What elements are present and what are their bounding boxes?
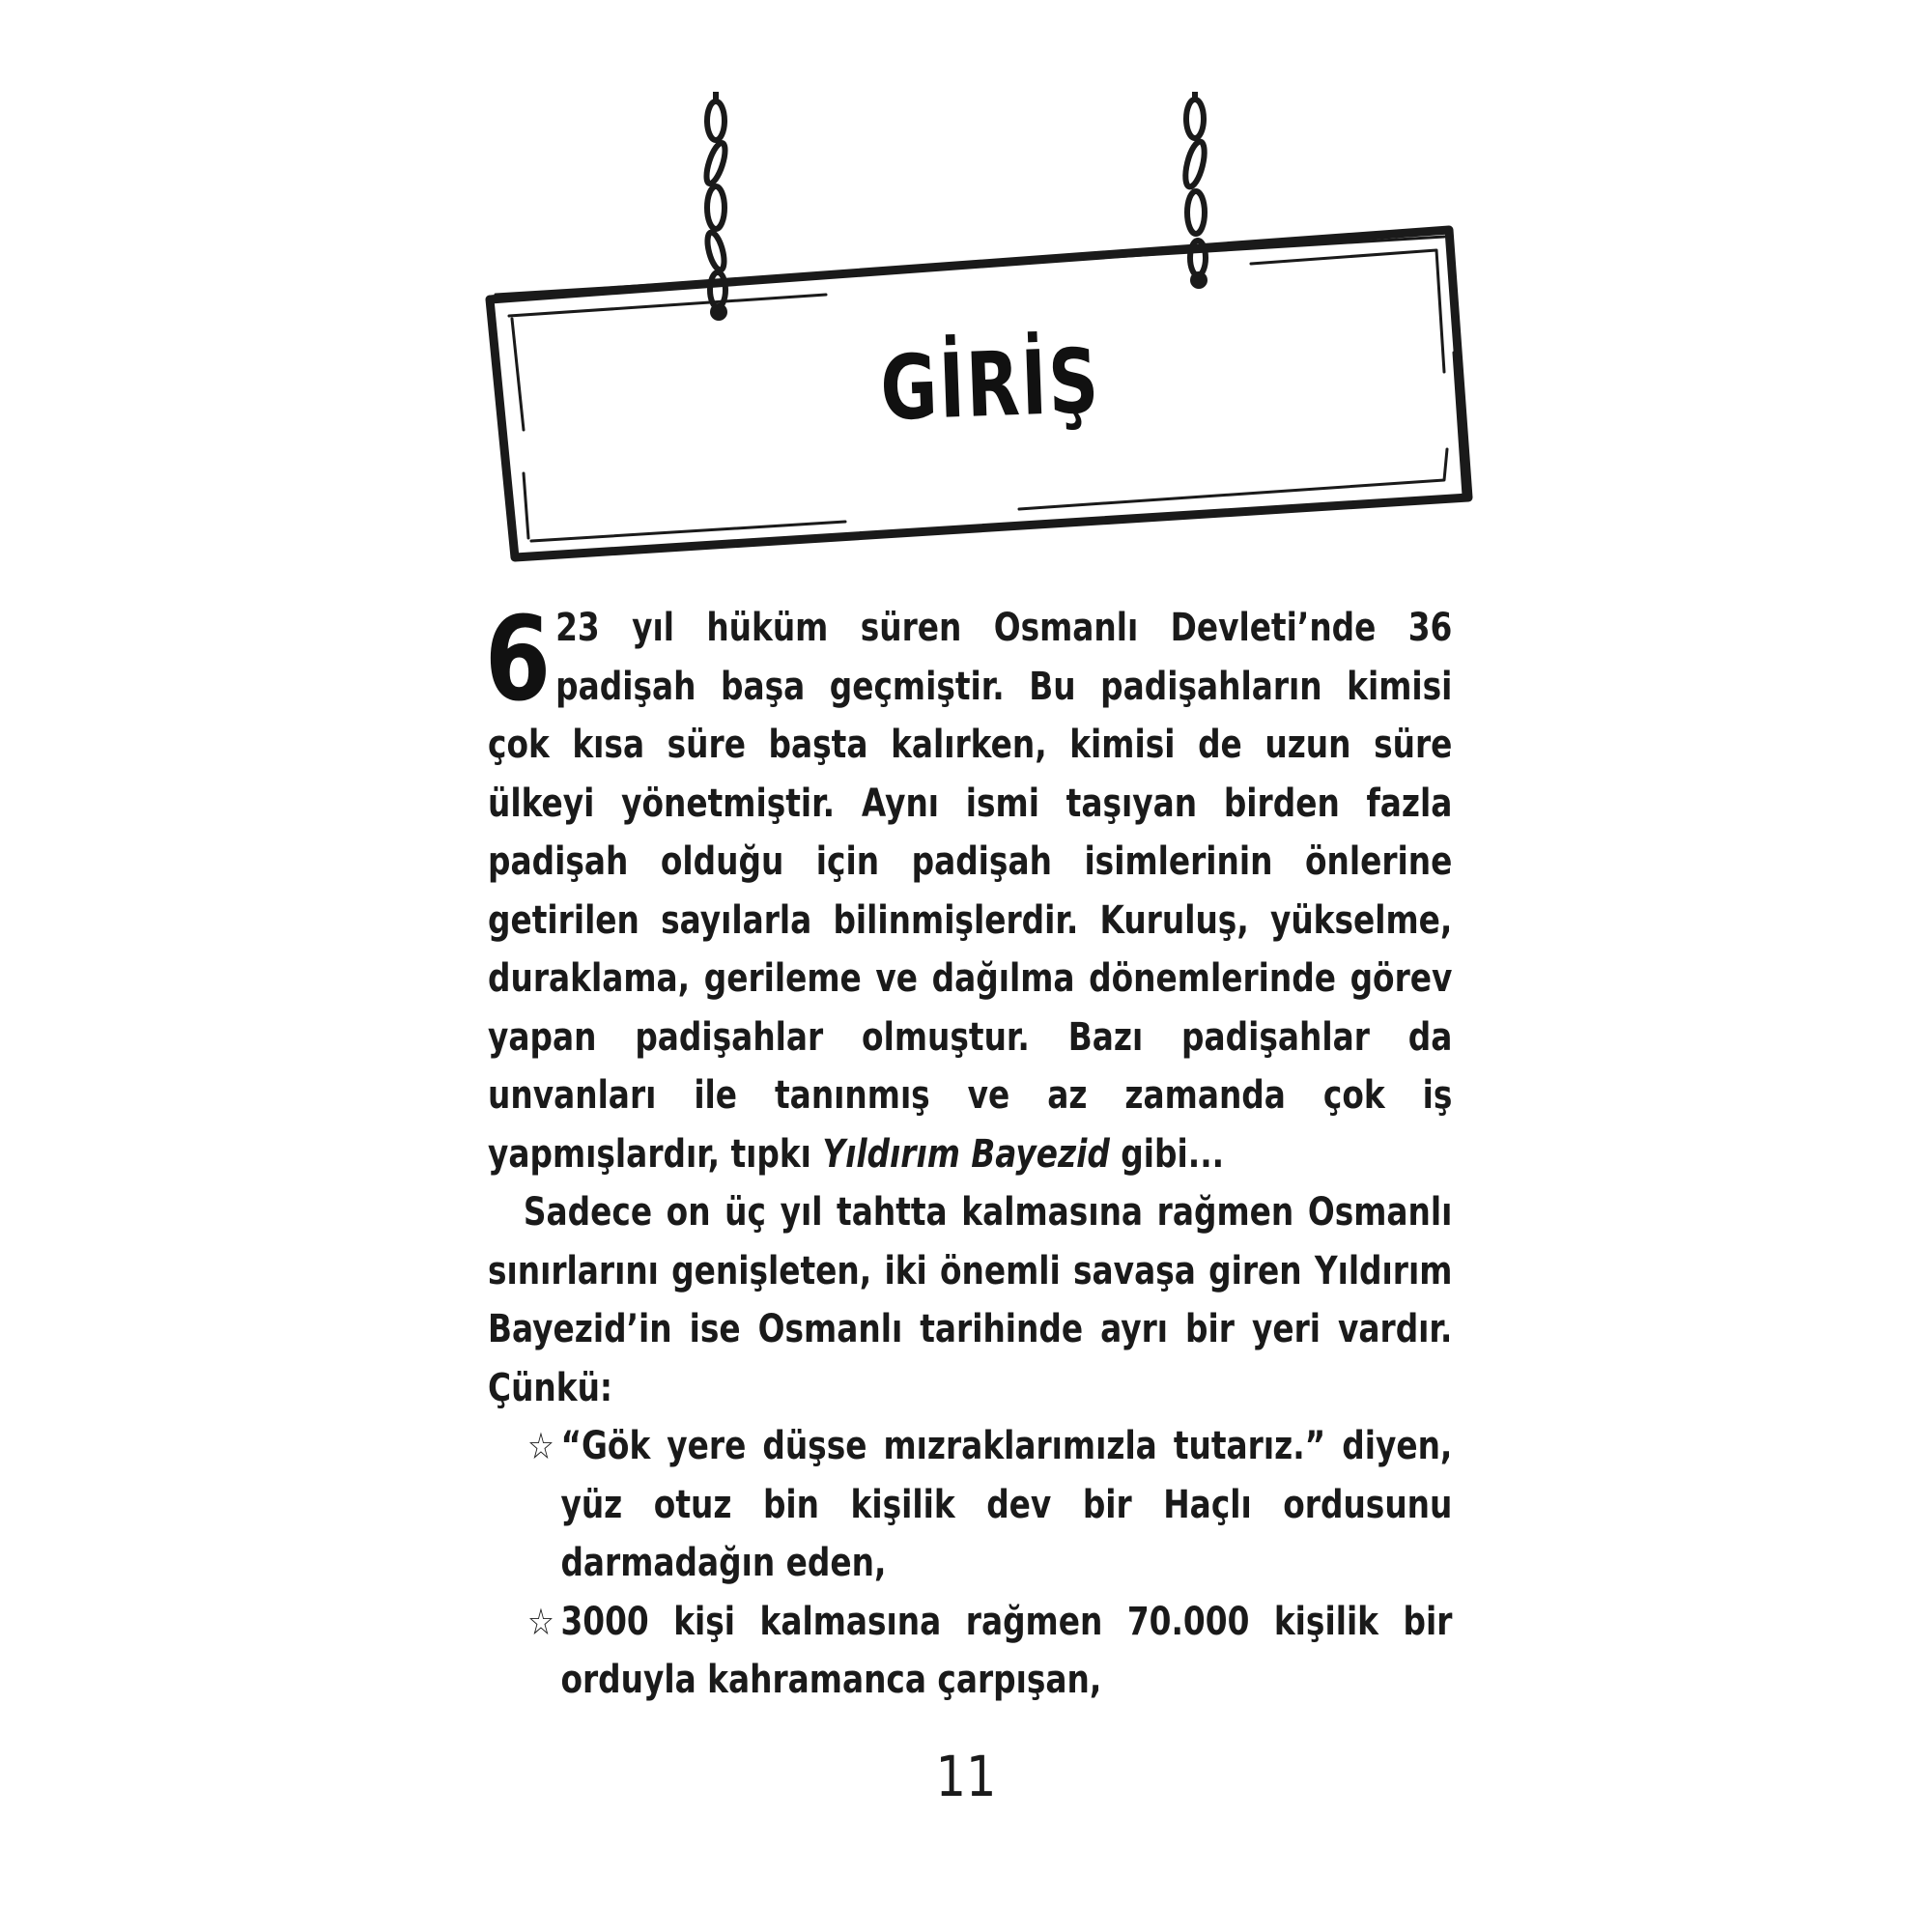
body-text xyxy=(484,593,1453,1710)
star-outline-icon: ☆ xyxy=(527,1425,554,1467)
page-number: 11 xyxy=(935,1744,997,1809)
page-title: GİRİŞ xyxy=(878,329,1102,440)
intro-text-2: gibi... xyxy=(1109,1131,1225,1177)
second-paragraph: Sadece on üç yıl tahtta kalmasına rağmen Osmanlı sınırlarını genişleten, iki önemli savaşa giren Yıldırım Bayezid’in ise Osmanlı tarihinde ayrı bir yeri vardır. Çünkü: xyxy=(488,1190,1453,1410)
bullet-item-2 xyxy=(488,1593,1452,1710)
intro-italic-name: Yıldırım Bayezid xyxy=(822,1131,1110,1177)
bullet-text-1: “Gök yere düşse mızraklarımızla tutarız.” diyen, yüz otuz bin kişilik dev bir Haçlı ordusunu darmadağın eden, xyxy=(560,1424,1453,1585)
intro-paragraph xyxy=(484,593,1453,1183)
chain-right xyxy=(1181,92,1208,286)
intro-text-1: 23 yıl hüküm süren Osmanlı Devleti’nde 36 padişah başa geçmiştir. Bu padişahların kimisi çok kısa süre başta kalırken, kimisi de uzun süre ülkeyi yönetmiştir. Aynı ismi taşıyan birden fazla padişah olduğu için padişah isimlerinin önlerine getirilen sayılarla bilinmişlerdir. Kuruluş, yükselme, duraklama, gerileme ve dağılma dönemlerinde görev yapan padişahlar olmuştur. Bazı padişahlar da unvanları ile tanınmış ve az zamanda çok iş yapmışlardır, tıpkı xyxy=(488,606,1453,1177)
bullet-item-1 xyxy=(488,1417,1452,1593)
drop-cap: 6 xyxy=(484,593,552,727)
bullet-text-2: 3000 kişi kalmasına rağmen 70.000 kişilik bir orduyla kahramanca çarpışan, xyxy=(560,1599,1453,1702)
hanging-sign xyxy=(478,92,1483,565)
bullet-list xyxy=(488,1417,1452,1710)
star-outline-icon: ☆ xyxy=(527,1600,554,1643)
